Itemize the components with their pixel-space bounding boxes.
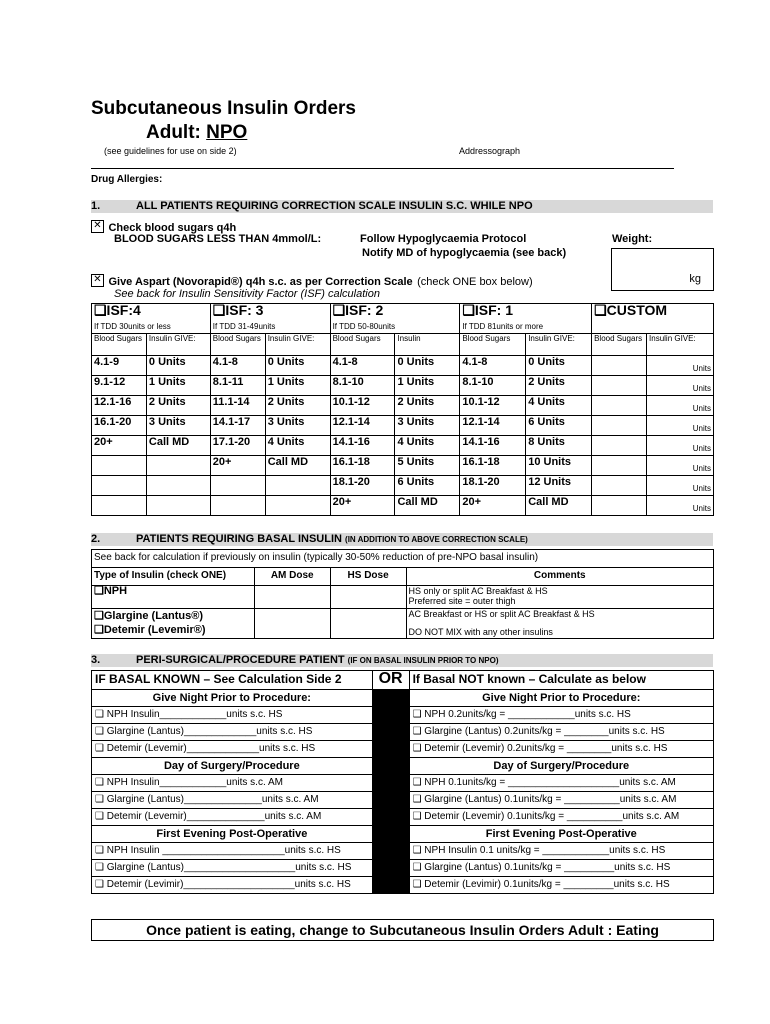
peri-left-option[interactable]: ❑ Detemir (Levemir)______________units s.c. AM	[92, 809, 373, 826]
col-comments: Comments	[406, 568, 713, 586]
isf-insulin-cell[interactable]: Units	[647, 356, 714, 376]
nph-hs-dose[interactable]	[330, 586, 406, 609]
isf-blood-sugar-cell: 20+	[330, 496, 395, 516]
title-adult: Adult:	[146, 122, 201, 143]
isf-insulin-cell: 8 Units	[526, 436, 592, 456]
basal-not-known-head: If Basal NOT known – Calculate as below	[409, 671, 713, 690]
col-am-dose: AM Dose	[254, 568, 330, 586]
glargine-detemir-options	[92, 609, 255, 639]
isf-blood-sugar-cell: 20+	[92, 436, 147, 456]
peri-right-option[interactable]: ❑ Glargine (Lantus) 0.2units/kg = ________units s.c. HS	[409, 724, 713, 741]
col-type: Type of Insulin (check ONE)	[92, 568, 255, 586]
isf-insulin-cell: Call MD	[146, 436, 210, 456]
isf-col-blood-sugars: Blood Sugars	[210, 334, 265, 356]
isf-insulin-cell: Call MD	[395, 496, 460, 516]
isf-group-title[interactable]: ❑ISF: 3	[210, 304, 330, 321]
isf-blood-sugar-cell: 20+	[210, 456, 265, 476]
isf-insulin-cell	[146, 496, 210, 516]
give-aspart-text: Give Aspart (Novorapid®) q4h s.c. as per Correction Scale	[108, 276, 413, 288]
isf-blood-sugar-cell: 4.1-8	[330, 356, 395, 376]
isf-insulin-cell: 2 Units	[526, 376, 592, 396]
isf-blood-sugar-cell: 4.1-8	[210, 356, 265, 376]
isf-blood-sugar-cell	[92, 476, 147, 496]
isf-blood-sugar-cell: 14.1-17	[210, 416, 265, 436]
isf-blood-sugar-cell: 18.1-20	[460, 476, 526, 496]
isf-blood-sugar-cell[interactable]	[592, 456, 647, 476]
isf-group-sub: If TDD 30units or less	[92, 320, 211, 334]
isf-blood-sugar-cell: 8.1-10	[330, 376, 395, 396]
basal-see-back: See back for calculation if previously on insulin (typically 30-50% reduction of pre-NPO basal insulin)	[92, 550, 714, 568]
isf-blood-sugar-cell: 8.1-11	[210, 376, 265, 396]
isf-blood-sugar-cell: 16.1-20	[92, 416, 147, 436]
glargine-option[interactable]: ❑Glargine (Lantus®)	[94, 610, 204, 622]
isf-blood-sugar-cell[interactable]	[592, 496, 647, 516]
isf-blood-sugar-cell: 8.1-10	[460, 376, 526, 396]
section2-title-small: (IN ADDITION TO ABOVE CORRECTION SCALE)	[345, 535, 528, 544]
isf-col-insulin: Insulin GIVE:	[146, 334, 210, 356]
isf-insulin-cell: 3 Units	[265, 416, 330, 436]
isf-col-insulin: Insulin GIVE:	[265, 334, 330, 356]
isf-insulin-cell: 3 Units	[395, 416, 460, 436]
title-line1: Subcutaneous Insulin Orders	[91, 98, 356, 119]
footer-note: Once patient is eating, change to Subcutaneous Insulin Orders Adult : Eating	[91, 919, 714, 941]
isf-blood-sugar-cell: 10.1-12	[460, 396, 526, 416]
guidelines-note: (see guidelines for use on side 2)	[104, 146, 237, 156]
peri-right-option[interactable]: ❑ Glargine (Lantus) 0.1units/kg = __________units s.c. AM	[409, 792, 713, 809]
section3-title: PERI-SURGICAL/PROCEDURE PATIENT	[136, 654, 345, 666]
nph-comment1: HS only or split AC Breakfast & HS	[408, 586, 548, 596]
isf-blood-sugar-cell: 20+	[460, 496, 526, 516]
isf-insulin-cell: 1 Units	[146, 376, 210, 396]
isf-blood-sugar-cell	[92, 456, 147, 476]
peri-right-option[interactable]: ❑ NPH Insulin 0.1 units/kg = ____________units s.c. HS	[409, 843, 713, 860]
isf-blood-sugar-cell: 14.1-16	[330, 436, 395, 456]
bs-less-text: BLOOD SUGARS LESS THAN 4mmol/L:	[114, 233, 322, 245]
isf-insulin-cell	[146, 456, 210, 476]
glargine-comments	[406, 609, 713, 639]
basal-known-head: IF BASAL KNOWN – See Calculation Side 2	[92, 671, 373, 690]
peri-right-option[interactable]: ❑ NPH 0.1units/kg = ____________________units s.c. AM	[409, 775, 713, 792]
isf-blood-sugar-cell: 10.1-12	[330, 396, 395, 416]
isf-blood-sugar-cell	[210, 496, 265, 516]
peri-left-option[interactable]: ❑ Glargine (Lantus)____________________units s.c. HS	[92, 860, 373, 877]
section3-header	[91, 654, 713, 667]
checked-box-icon[interactable]: ✕	[91, 220, 104, 233]
isf-insulin-cell[interactable]: Units	[647, 396, 714, 416]
title-line2	[146, 122, 247, 144]
isf-insulin-cell	[265, 496, 330, 516]
peri-subhead: First Evening Post-Operative	[409, 826, 713, 843]
isf-insulin-cell[interactable]: Units	[647, 496, 714, 516]
divider	[91, 168, 674, 169]
isf-group-sub: If TDD 81units or more	[460, 320, 592, 334]
col-hs-dose: HS Dose	[330, 568, 406, 586]
glargine-comment2: DO NOT MIX with any other insulins	[408, 627, 553, 637]
section1-header	[91, 200, 713, 213]
nph-am-dose[interactable]	[254, 586, 330, 609]
peri-left-option[interactable]: ❑ Glargine (Lantus)_____________units s.c. HS	[92, 724, 373, 741]
isf-blood-sugar-cell: 14.1-16	[460, 436, 526, 456]
isf-insulin-cell: 6 Units	[526, 416, 592, 436]
peri-left-option[interactable]: ❑ Detemir (Levimir)____________________units s.c. HS	[92, 877, 373, 894]
isf-col-blood-sugars: Blood Sugars	[330, 334, 395, 356]
section2-header	[91, 533, 713, 546]
peri-right-option[interactable]: ❑ Detemir (Levemir) 0.2units/kg = ________units s.c. HS	[409, 741, 713, 758]
check-one-text: (check ONE box below)	[417, 276, 533, 288]
isf-group-title[interactable]: ❑CUSTOM	[592, 304, 714, 321]
section1-num: 1.	[91, 200, 101, 212]
detemir-option[interactable]: ❑Detemir (Levemir®)	[94, 624, 206, 636]
isf-blood-sugar-cell: 12.1-14	[330, 416, 395, 436]
isf-blood-sugar-cell: 12.1-16	[92, 396, 147, 416]
isf-insulin-cell[interactable]: Units	[647, 376, 714, 396]
isf-insulin-cell: 2 Units	[395, 396, 460, 416]
isf-blood-sugar-cell: 9.1-12	[92, 376, 147, 396]
isf-blood-sugar-cell: 4.1-8	[460, 356, 526, 376]
isf-insulin-cell: 4 Units	[526, 396, 592, 416]
section3-num: 3.	[91, 654, 101, 666]
nph-comments	[406, 586, 713, 609]
isf-blood-sugar-cell[interactable]	[592, 436, 647, 456]
peri-left-option[interactable]: ❑ Detemir (Levemir)_____________units s.c. HS	[92, 741, 373, 758]
peri-right-option[interactable]: ❑ Glargine (Lantus) 0.1units/kg = _________units s.c. HS	[409, 860, 713, 877]
isf-col-insulin: Insulin GIVE:	[647, 334, 714, 356]
or-divider	[372, 690, 409, 894]
weight-label: Weight:	[612, 233, 653, 245]
see-back-isf: See back for Insulin Sensitivity Factor (ISF) calculation	[114, 288, 380, 300]
follow-protocol-text: Follow Hypoglycaemia Protocol	[360, 233, 527, 245]
peri-right-option[interactable]: ❑ Detemir (Levemir) 0.1units/kg = __________units s.c. AM	[409, 809, 713, 826]
isf-insulin-cell[interactable]: Units	[647, 436, 714, 456]
isf-blood-sugar-cell: 16.1-18	[460, 456, 526, 476]
isf-insulin-cell: Call MD	[526, 496, 592, 516]
peri-right-option[interactable]: ❑ NPH 0.2units/kg = ____________units s.c. HS	[409, 707, 713, 724]
glargine-hs-dose[interactable]	[330, 609, 406, 639]
peri-subhead: Day of Surgery/Procedure	[409, 758, 713, 775]
isf-blood-sugar-cell[interactable]	[592, 376, 647, 396]
peri-left-option[interactable]: ❑ NPH Insulin____________units s.c. HS	[92, 707, 373, 724]
isf-col-blood-sugars: Blood Sugars	[92, 334, 147, 356]
isf-insulin-cell: 4 Units	[395, 436, 460, 456]
isf-insulin-cell: 3 Units	[146, 416, 210, 436]
isf-col-insulin: Insulin	[395, 334, 460, 356]
or-label: OR	[372, 671, 409, 690]
title-npo: NPO	[206, 122, 248, 143]
isf-group-sub: If TDD 31-49units	[210, 320, 330, 334]
isf-insulin-cell: 0 Units	[526, 356, 592, 376]
isf-blood-sugar-cell: 18.1-20	[330, 476, 395, 496]
isf-col-insulin: Insulin GIVE:	[526, 334, 592, 356]
isf-blood-sugar-cell: 11.1-14	[210, 396, 265, 416]
peri-left-option[interactable]: ❑ Glargine (Lantus)______________units s.c. AM	[92, 792, 373, 809]
isf-blood-sugar-cell: 16.1-18	[330, 456, 395, 476]
isf-insulin-cell: 0 Units	[265, 356, 330, 376]
isf-group-sub: If TDD 50-80units	[330, 320, 460, 334]
isf-blood-sugar-cell	[210, 476, 265, 496]
weight-field[interactable]	[611, 248, 714, 291]
isf-col-blood-sugars: Blood Sugars	[592, 334, 647, 356]
isf-insulin-cell	[146, 476, 210, 496]
isf-insulin-cell: 6 Units	[395, 476, 460, 496]
section2-num: 2.	[91, 533, 101, 545]
isf-blood-sugar-cell[interactable]	[592, 356, 647, 376]
basal-table	[91, 549, 714, 639]
isf-col-blood-sugars: Blood Sugars	[460, 334, 526, 356]
isf-group-sub	[592, 320, 714, 334]
isf-insulin-cell: 4 Units	[265, 436, 330, 456]
notify-md-text: Notify MD of hypoglycaemia (see back)	[362, 247, 567, 259]
isf-blood-sugar-cell: 4.1-9	[92, 356, 147, 376]
peri-right-option[interactable]: ❑ Detemir (Levimir) 0.1units/kg = _________units s.c. HS	[409, 877, 713, 894]
isf-insulin-cell: 2 Units	[146, 396, 210, 416]
isf-blood-sugar-cell: 17.1-20	[210, 436, 265, 456]
addressograph-label: Addressograph	[459, 146, 521, 156]
isf-insulin-cell: 2 Units	[265, 396, 330, 416]
peri-table	[91, 670, 714, 894]
isf-blood-sugar-cell[interactable]	[592, 476, 647, 496]
isf-blood-sugar-cell: 12.1-14	[460, 416, 526, 436]
isf-table	[91, 303, 714, 516]
isf-insulin-cell: 10 Units	[526, 456, 592, 476]
section3-title-small: (IF ON BASAL INSULIN PRIOR TO NPO)	[347, 656, 499, 665]
isf-insulin-cell: 12 Units	[526, 476, 592, 496]
section2-title: PATIENTS REQUIRING BASAL INSULIN	[136, 533, 342, 545]
peri-subhead: Give Night Prior to Procedure:	[409, 690, 713, 707]
isf-insulin-cell[interactable]: Units	[647, 416, 714, 436]
section1-title: ALL PATIENTS REQUIRING CORRECTION SCALE INSULIN S.C. WHILE NPO	[136, 200, 533, 212]
isf-insulin-cell[interactable]: Units	[647, 456, 714, 476]
nph-comment2: Preferred site = outer thigh	[408, 596, 516, 606]
isf-blood-sugar-cell	[92, 496, 147, 516]
glargine-am-dose[interactable]	[254, 609, 330, 639]
check-bs-text: Check blood sugars q4h	[108, 222, 237, 234]
peri-subhead: First Evening Post-Operative	[92, 826, 373, 843]
nph-option[interactable]: ❑NPH	[92, 586, 255, 609]
peri-left-option[interactable]: ❑ NPH Insulin ______________________units s.c. HS	[92, 843, 373, 860]
kg-label: kg	[689, 273, 701, 285]
peri-subhead: Day of Surgery/Procedure	[92, 758, 373, 775]
isf-blood-sugar-cell[interactable]	[592, 416, 647, 436]
isf-insulin-cell: 5 Units	[395, 456, 460, 476]
peri-subhead: Give Night Prior to Procedure:	[92, 690, 373, 707]
isf-insulin-cell: 1 Units	[395, 376, 460, 396]
drug-allergies-label: Drug Allergies:	[91, 174, 163, 185]
isf-blood-sugar-cell[interactable]	[592, 396, 647, 416]
isf-group-title[interactable]: ❑ISF:4	[92, 304, 211, 321]
isf-insulin-cell: 0 Units	[146, 356, 210, 376]
isf-insulin-cell: Call MD	[265, 456, 330, 476]
isf-group-title[interactable]: ❑ISF: 2	[330, 304, 460, 321]
isf-group-title[interactable]: ❑ISF: 1	[460, 304, 592, 321]
isf-insulin-cell: 1 Units	[265, 376, 330, 396]
isf-insulin-cell	[265, 476, 330, 496]
glargine-comment1: AC Breakfast or HS or split AC Breakfast & HS	[408, 609, 595, 619]
peri-left-option[interactable]: ❑ NPH Insulin____________units s.c. AM	[92, 775, 373, 792]
checked-box-icon[interactable]: ✕	[91, 274, 104, 287]
isf-insulin-cell[interactable]: Units	[647, 476, 714, 496]
isf-insulin-cell: 0 Units	[395, 356, 460, 376]
